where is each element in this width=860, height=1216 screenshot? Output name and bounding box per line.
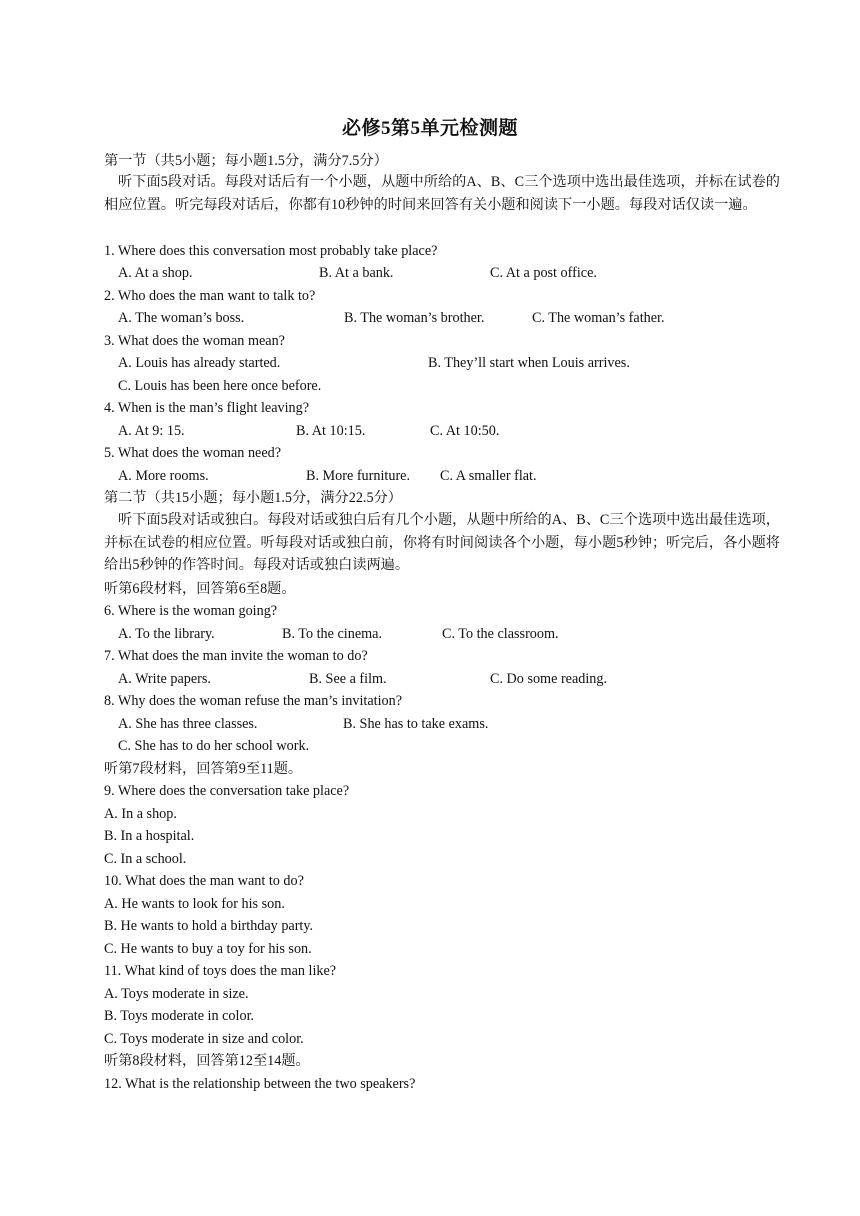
option-a: A. In a shop. [104,806,177,822]
question-8: 8. Why does the woman refuse the man’s invitation? [104,693,402,709]
option-c: C. At a post office. [490,265,597,281]
question-7: 7. What does the man invite the woman to do? [104,648,368,664]
question-11: 11. What kind of toys does the man like? [104,963,337,979]
option-a: A. She has three classes. [118,716,258,732]
question-12: 12. What is the relationship between the two speakers? [104,1076,416,1092]
section1-instructions-text: 听下面5段对话。每段对话后有一个小题，从题中所给的A、B、C三个选项中选出最佳选项，并标在试卷的相应位置。听完每段对话后，你都有10秒钟的时间来回答有关小题和阅读下一小题。每段对话仅读一遍。 [104,174,780,213]
question-3: 3. What does the woman mean? [104,333,285,349]
option-c: C. She has to do her school work. [118,738,310,754]
section1-heading: 第一节（共5小题；每小题1.5分，满分7.5分） [104,153,388,169]
option-c: C. In a school. [104,851,187,867]
option-a: A. Toys moderate in size. [104,986,249,1002]
option-b: B. See a film. [309,671,387,687]
page-title: 必修5第5单元检测题 [341,118,518,139]
option-b: B. In a hospital. [104,828,195,844]
question-1: 1. Where does this conversation most probably take place? [104,243,438,259]
section1-instructions [104,171,780,216]
section2-heading: 第二节（共15小题；每小题1.5分，满分22.5分） [104,490,402,506]
option-b: B. They’ll start when Louis arrives. [428,355,630,371]
option-b: B. At a bank. [319,265,394,281]
question-9: 9. Where does the conversation take place? [104,783,350,799]
question-2: 2. Who does the man want to talk to? [104,288,316,304]
question-6: 6. Where is the woman going? [104,603,278,619]
question-5: 5. What does the woman need? [104,445,282,461]
option-c: C. The woman’s father. [532,310,665,326]
option-b: B. He wants to hold a birthday party. [104,918,314,934]
option-c: C. He wants to buy a toy for his son. [104,941,312,957]
option-b: B. To the cinema. [282,626,383,642]
material-7-heading: 听第7段材料，回答第9至11题。 [104,761,303,777]
option-c: C. Louis has been here once before. [118,378,322,394]
question-10: 10. What does the man want to do? [104,873,304,889]
option-a: A. At a shop. [118,265,193,281]
option-a: A. The woman’s boss. [118,310,245,326]
option-b: B. She has to take exams. [343,716,489,732]
option-c: C. Toys moderate in size and color. [104,1031,304,1047]
question-4: 4. When is the man’s flight leaving? [104,400,310,416]
option-a: A. To the library. [118,626,215,642]
option-c: C. To the classroom. [442,626,559,642]
option-a: A. Write papers. [118,671,211,687]
section2-instructions [104,509,780,577]
option-b: B. Toys moderate in color. [104,1008,255,1024]
option-a: A. Louis has already started. [118,355,281,371]
section2-instructions-text: 听下面5段对话或独白。每段对话或独白后有几个小题，从题中所给的A、B、C三个选项中选出最佳选项，并标在试卷的相应位置。听每段对话或独白前，你将有时间阅读各个小题，每小题5秒钟；听完后，各小题将给出5秒钟的作答时间。每段对话或独白读两遍。 [104,512,780,573]
option-c: C. At 10:50. [430,423,500,439]
option-a: A. At 9: 15. [118,423,185,439]
option-a: A. More rooms. [118,468,209,484]
material-8-heading: 听第8段材料，回答第12至14题。 [104,1053,310,1069]
material-6-heading: 听第6段材料，回答第6至8题。 [104,581,296,597]
option-b: B. More furniture. [306,468,411,484]
option-c: C. A smaller flat. [440,468,537,484]
option-c: C. Do some reading. [490,671,608,687]
option-b: B. At 10:15. [296,423,366,439]
option-a: A. He wants to look for his son. [104,896,285,912]
option-b: B. The woman’s brother. [344,310,485,326]
